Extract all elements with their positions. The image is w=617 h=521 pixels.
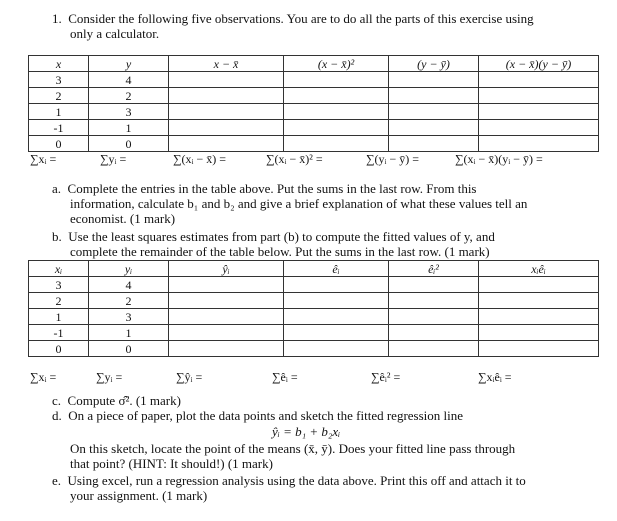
blank-cell[interactable] [479, 325, 599, 341]
regression-equation: ŷᵢ = b₁ + b₂xᵢ [272, 424, 341, 439]
cell-x: 1 [29, 104, 89, 120]
sum-x: ∑xᵢ = [30, 152, 57, 166]
blank-cell[interactable] [169, 293, 284, 309]
header-x-dev: x − x̄ [169, 56, 284, 72]
header-ehat-sq: êᵢ² [389, 261, 479, 277]
table-row [29, 309, 599, 325]
header-cross-dev: (x − x̄)(y − ȳ) [479, 56, 599, 72]
cell-x: 3 [29, 72, 89, 88]
blank-cell[interactable] [169, 120, 284, 136]
part-e-text: Using excel, run a regression analysis using the data above. Print this off and attach it to [67, 473, 526, 488]
cell-y: 0 [89, 341, 169, 357]
question-text: Consider the following five observations. You are to do all the parts of this exercise using [68, 11, 534, 26]
sum-y-dev: ∑(yᵢ − ȳ) = [366, 152, 420, 166]
part-c-text: Compute σ̂². (1 mark) [67, 393, 181, 408]
blank-cell[interactable] [389, 309, 479, 325]
part-d-line-3: that point? (HINT: It should!) (1 mark) [70, 456, 273, 471]
sum-yhat: ∑ŷᵢ = [176, 370, 203, 384]
table-row [29, 293, 599, 309]
cell-x: -1 [29, 120, 89, 136]
part-d-label: d. [52, 408, 62, 423]
part-e-line-1 [52, 473, 526, 488]
cell-y: 3 [89, 309, 169, 325]
blank-cell[interactable] [389, 136, 479, 152]
sum-x-dev-sq: ∑(xᵢ − x̄)² = [266, 152, 323, 166]
cell-y: 4 [89, 277, 169, 293]
table-header-row [29, 56, 599, 72]
cell-x: 2 [29, 293, 89, 309]
sum-x-dev: ∑(xᵢ − x̄) = [173, 152, 227, 166]
blank-cell[interactable] [389, 88, 479, 104]
sum-y: ∑yᵢ = [100, 152, 127, 166]
part-d-line-1 [52, 408, 463, 423]
part-a-line-3: economist. (1 mark) [70, 211, 176, 226]
cell-y: 0 [89, 136, 169, 152]
blank-cell[interactable] [389, 120, 479, 136]
blank-cell[interactable] [479, 104, 599, 120]
blank-cell[interactable] [169, 104, 284, 120]
part-b-text: Use the least squares estimates from part (b) to compute the fitted values of y, and [68, 229, 495, 244]
question-number: 1. [52, 11, 62, 26]
header-x-dev-sq: (x − x̄)² [284, 56, 389, 72]
table-row [29, 88, 599, 104]
blank-cell[interactable] [284, 120, 389, 136]
sum-xi: ∑xᵢ = [30, 370, 57, 384]
blank-cell[interactable] [389, 293, 479, 309]
cell-x: 0 [29, 341, 89, 357]
part-d-line-2: On this sketch, locate the point of the means (x̄, ȳ). Does your fitted line pass through [70, 441, 516, 456]
part-a-line-1 [52, 181, 477, 196]
sum-ehat: ∑êᵢ = [272, 370, 298, 384]
cell-y: 2 [89, 293, 169, 309]
blank-cell[interactable] [284, 325, 389, 341]
blank-cell[interactable] [169, 72, 284, 88]
header-y-dev: (y − ȳ) [389, 56, 479, 72]
blank-cell[interactable] [284, 293, 389, 309]
question-1-line-2: only a calculator. [70, 26, 160, 41]
sum-yi: ∑yᵢ = [96, 370, 123, 384]
blank-cell[interactable] [284, 136, 389, 152]
table-header-row [29, 261, 599, 277]
fitted-values-table [28, 260, 599, 357]
header-yi: yᵢ [89, 261, 169, 277]
header-x-ehat: xᵢêᵢ [479, 261, 599, 277]
sums-row-1 [28, 152, 608, 172]
blank-cell[interactable] [284, 309, 389, 325]
blank-cell[interactable] [479, 309, 599, 325]
cell-x: 2 [29, 88, 89, 104]
blank-cell[interactable] [389, 104, 479, 120]
cell-x: 0 [29, 136, 89, 152]
part-a-line-2: information, calculate b₁ and b₂ and give a brief explanation of what these values tell an [70, 196, 528, 211]
blank-cell[interactable] [284, 341, 389, 357]
table-row [29, 72, 599, 88]
table-row [29, 136, 599, 152]
part-a-text: Complete the entries in the table above. Put the sums in the last row. From this [67, 181, 477, 196]
blank-cell[interactable] [169, 277, 284, 293]
observations-table [28, 55, 599, 152]
part-e-label: e. [52, 473, 62, 488]
header-ehat: êᵢ [284, 261, 389, 277]
blank-cell[interactable] [284, 72, 389, 88]
cell-y: 4 [89, 72, 169, 88]
blank-cell[interactable] [479, 120, 599, 136]
part-c-label: c. [52, 393, 62, 408]
sum-ehat-sq: ∑êᵢ² = [371, 370, 401, 384]
header-y: y [89, 56, 169, 72]
blank-cell[interactable] [389, 341, 479, 357]
cell-x: 1 [29, 309, 89, 325]
blank-cell[interactable] [169, 309, 284, 325]
header-yhat: ŷᵢ [169, 261, 284, 277]
cell-y: 1 [89, 120, 169, 136]
part-c-line [52, 393, 181, 408]
blank-cell[interactable] [479, 277, 599, 293]
part-b-line-1 [52, 229, 495, 244]
cell-y: 3 [89, 104, 169, 120]
table-row [29, 277, 599, 293]
blank-cell[interactable] [389, 325, 479, 341]
blank-cell[interactable] [284, 277, 389, 293]
cell-y: 1 [89, 325, 169, 341]
part-d-text: On a piece of paper, plot the data points and sketch the fitted regression line [68, 408, 464, 423]
cell-x: 3 [29, 277, 89, 293]
table-row [29, 120, 599, 136]
part-a-label: a. [52, 181, 62, 196]
part-e-line-2: your assignment. (1 mark) [70, 488, 208, 503]
blank-cell[interactable] [479, 341, 599, 357]
blank-cell[interactable] [479, 136, 599, 152]
table-row [29, 341, 599, 357]
cell-x: -1 [29, 325, 89, 341]
blank-cell[interactable] [284, 88, 389, 104]
blank-cell[interactable] [479, 72, 599, 88]
blank-cell[interactable] [169, 341, 284, 357]
blank-cell[interactable] [169, 325, 284, 341]
table-row [29, 104, 599, 120]
blank-cell[interactable] [169, 136, 284, 152]
part-b-label: b. [52, 229, 62, 244]
header-xi: xᵢ [29, 261, 89, 277]
blank-cell[interactable] [389, 72, 479, 88]
cell-y: 2 [89, 88, 169, 104]
blank-cell[interactable] [479, 293, 599, 309]
blank-cell[interactable] [169, 88, 284, 104]
sum-cross-dev: ∑(xᵢ − x̄)(yᵢ − ȳ) = [455, 152, 543, 166]
sums-row-2 [28, 370, 608, 390]
sum-x-ehat: ∑xᵢêᵢ = [478, 370, 512, 384]
blank-cell[interactable] [284, 104, 389, 120]
table-row [29, 325, 599, 341]
blank-cell[interactable] [479, 88, 599, 104]
part-b-line-2: complete the remainder of the table below. Put the sums in the last row. (1 mark) [70, 244, 490, 259]
header-x: x [29, 56, 89, 72]
question-1-line-1 [52, 11, 534, 26]
blank-cell[interactable] [389, 277, 479, 293]
